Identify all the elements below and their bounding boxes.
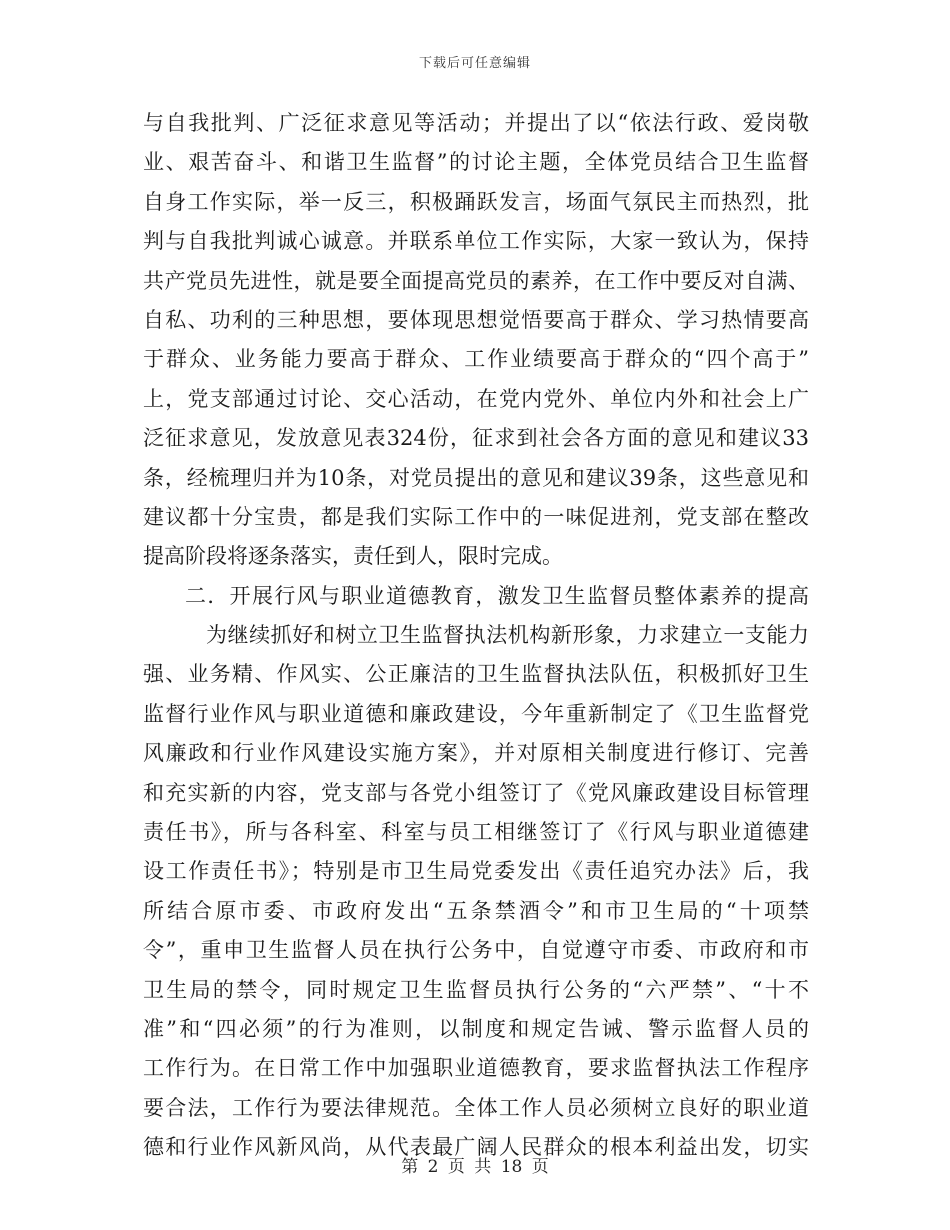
text-line: 与自我批判、广泛征求意见等活动；并提出了以“依法行政、爱岗敬 bbox=[143, 111, 809, 135]
text-line: 设工作责任书》；特别是市卫生局党委发出《责任追究办法》后，我 bbox=[143, 859, 809, 884]
text-line: 准”和“四必须”的行为准则，以制度和规定告诫、警示监督人员的 bbox=[143, 1016, 809, 1041]
text-line: 业、艰苦奋斗、和谐卫生监督”的讨论主题，全体党员结合卫生监督 bbox=[143, 150, 809, 175]
text-line: 责任书》，所与各科室、科室与员工相继签订了《行风与职业道德建 bbox=[143, 820, 809, 845]
text-line: 风廉政和行业作风建设实施方案》，并对原相关制度进行修订、完善 bbox=[143, 741, 809, 766]
text-line: 强、业务精、作风实、公正廉洁的卫生监督执法队伍，积极抓好卫生 bbox=[143, 662, 809, 687]
text-line: 提高阶段将逐条落实，责任到人，限时完成。 bbox=[143, 544, 563, 569]
text-line: 条，经梳理归并为10条，对党员提出的意见和建议39条，这些意见和 bbox=[143, 465, 809, 490]
page-header: 下载后可任意编辑 bbox=[418, 56, 531, 71]
text-line: 令”，重申卫生监督人员在执行公务中，自觉遵守市委、市政府和市 bbox=[143, 938, 809, 963]
text-line: 所结合原市委、市政府发出“五条禁酒令”和市卫生局的“十项禁 bbox=[143, 898, 809, 923]
text-line: 泛征求意见，发放意见表324份，征求到社会各方面的意见和建议33 bbox=[143, 426, 809, 451]
text-line: 为继续抓好和树立卫生监督执法机构新形象，力求建立一支能力 bbox=[206, 623, 809, 648]
text-line: 卫生局的禁令，同时规定卫生监督员执行公务的“六严禁”、“十不 bbox=[143, 977, 809, 1002]
text-line: 建议都十分宝贵，都是我们实际工作中的一味促进剂，党支部在整改 bbox=[143, 504, 809, 529]
page-number-footer: 第 2 页 共 18 页 bbox=[401, 1157, 549, 1177]
text-line: 判与自我批判诚心诚意。并联系单位工作实际，大家一致认为，保持 bbox=[143, 229, 809, 254]
text-line: 于群众、业务能力要高于群众、工作业绩要高于群众的“四个高于” bbox=[143, 347, 809, 372]
document-body bbox=[143, 104, 809, 1168]
text-line: 要合法，工作行为要法律规范。全体工作人员必须树立良好的职业道 bbox=[143, 1095, 809, 1120]
text-line: 共产党员先进性，就是要全面提高党员的素养，在工作中要反对自满、 bbox=[143, 268, 809, 293]
text-line: 德和行业作风新风尚，从代表最广阔人民群众的根本利益出发，切实 bbox=[143, 1135, 809, 1160]
text-line: 工作行为。在日常工作中加强职业道德教育，要求监督执法工作程序 bbox=[143, 1056, 809, 1081]
text-line: 自私、功利的三种思想，要体现思想觉悟要高于群众、学习热情要高 bbox=[143, 307, 809, 332]
text-line: 上，党支部通过讨论、交心活动，在党内党外、单位内外和社会上广 bbox=[143, 386, 809, 411]
text-line: 自身工作实际，举一反三，积极踊跃发言，场面气氛民主而热烈，批 bbox=[143, 189, 809, 214]
text-line: 和充实新的内容，党支部与各党小组签订了《党风廉政建设目标管理 bbox=[143, 780, 809, 805]
text-line: 监督行业作风与职业道德和廉政建设，今年重新制定了《卫生监督党 bbox=[143, 701, 809, 726]
text-line: 二．开展行风与职业道德教育，激发卫生监督员整体素养的提高 bbox=[185, 583, 809, 608]
